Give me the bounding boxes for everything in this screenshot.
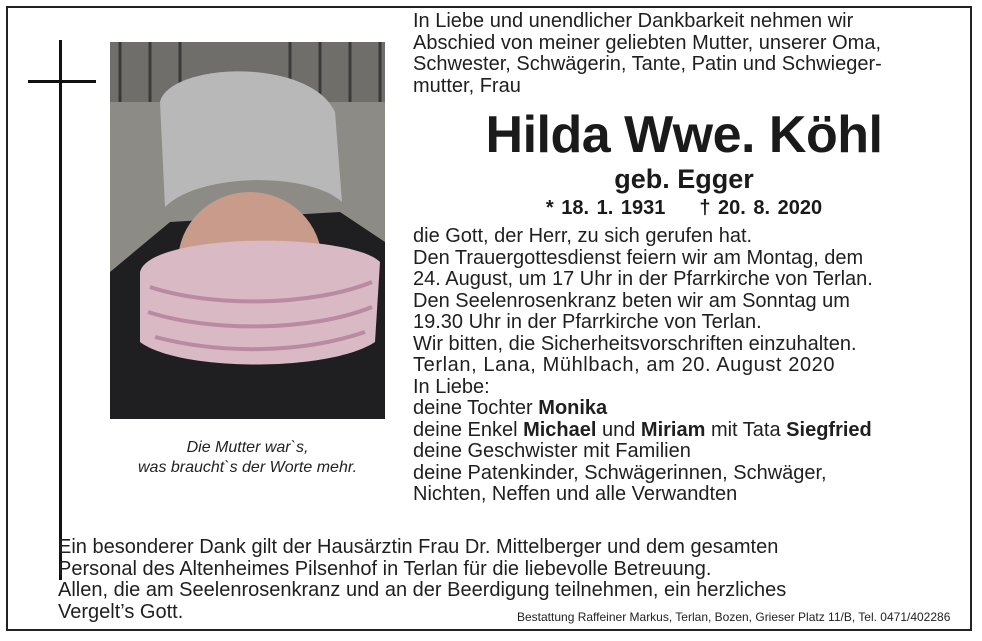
family-relatives: Nichten, Neffen und alle Verwandten — [413, 483, 738, 505]
caption-line: was braucht`s der Worte mehr. — [137, 459, 358, 476]
family-name: Monika — [538, 397, 608, 419]
intro-line: Abschied von meiner geliebten Mutter, unserer Oma, — [413, 31, 882, 54]
family-text: deine Enkel — [413, 418, 524, 441]
family-siblings: deine Geschwister mit Familien — [413, 440, 691, 462]
place-date-line: Terlan, Lana, Mühlbach, am 20. August 2020 — [413, 354, 836, 376]
intro-line: mutter, Frau — [413, 74, 521, 97]
cross-icon-bar — [28, 80, 96, 83]
death-date: † 20. 8. 2020 — [699, 197, 823, 219]
body-line: Den Seelenrosenkranz beten wir am Sonntag um — [413, 289, 850, 312]
thanks-line: Ein besonderer Dank gilt der Hausärztin Frau Dr. Mittelberger und dem gesamten — [58, 536, 779, 558]
body-line: Den Trauergottesdienst feiern wir am Montag, dem — [413, 246, 864, 269]
undertaker-info: Bestattung Raffeiner Markus, Terlan, Bozen, Grieser Platz 11/B, Tel. 0471/402286 — [517, 610, 951, 624]
deceased-name: Hilda Wwe. Köhl — [485, 106, 883, 164]
family-daughter — [413, 398, 873, 420]
family-name: Miriam — [640, 418, 706, 441]
family-name: Michael — [523, 418, 597, 441]
thanks-line: Vergelt’s Gott. — [58, 600, 184, 623]
service-text — [413, 226, 873, 506]
intro-text — [413, 11, 955, 97]
body-line: die Gott, der Herr, zu sich gerufen hat. — [413, 225, 753, 247]
family-text: deine Tochter — [413, 397, 539, 419]
birth-name: geb. Egger — [614, 164, 754, 194]
family-text: und — [596, 418, 641, 441]
family-grandchildren — [413, 420, 873, 442]
body-line: 19.30 Uhr in der Pfarrkirche von Terlan. — [413, 311, 762, 333]
thanks-line: Personal des Altenheimes Pilsenhof in Terlan für die liebevolle Betreuung. — [58, 557, 712, 580]
body-line: In Liebe: — [413, 375, 490, 398]
portrait-photo — [110, 42, 385, 419]
caption-line: Die Mutter war`s, — [186, 439, 309, 456]
family-name: Siegfried — [786, 418, 872, 441]
intro-line: In Liebe und unendlicher Dankbarkeit nehmen wir — [413, 10, 854, 32]
photo-caption — [110, 438, 385, 478]
life-dates — [413, 196, 955, 220]
thanks-line: Allen, die am Seelenrosenkranz und an der Beerdigung teilnehmen, ein herzliches — [58, 579, 787, 601]
cross-icon — [59, 40, 62, 580]
body-line: Wir bitten, die Sicherheitsvorschriften einzuhalten. — [413, 332, 857, 355]
intro-line: Schwester, Schwägerin, Tante, Patin und Schwieger- — [413, 53, 882, 75]
family-text: mit Tata — [705, 418, 787, 441]
family-godchildren: deine Patenkinder, Schwägerinnen, Schwäger, — [413, 461, 827, 484]
birth-date: * 18. 1. 1931 — [545, 197, 666, 219]
body-line: 24. August, um 17 Uhr in der Pfarrkirche von Terlan. — [413, 268, 873, 290]
